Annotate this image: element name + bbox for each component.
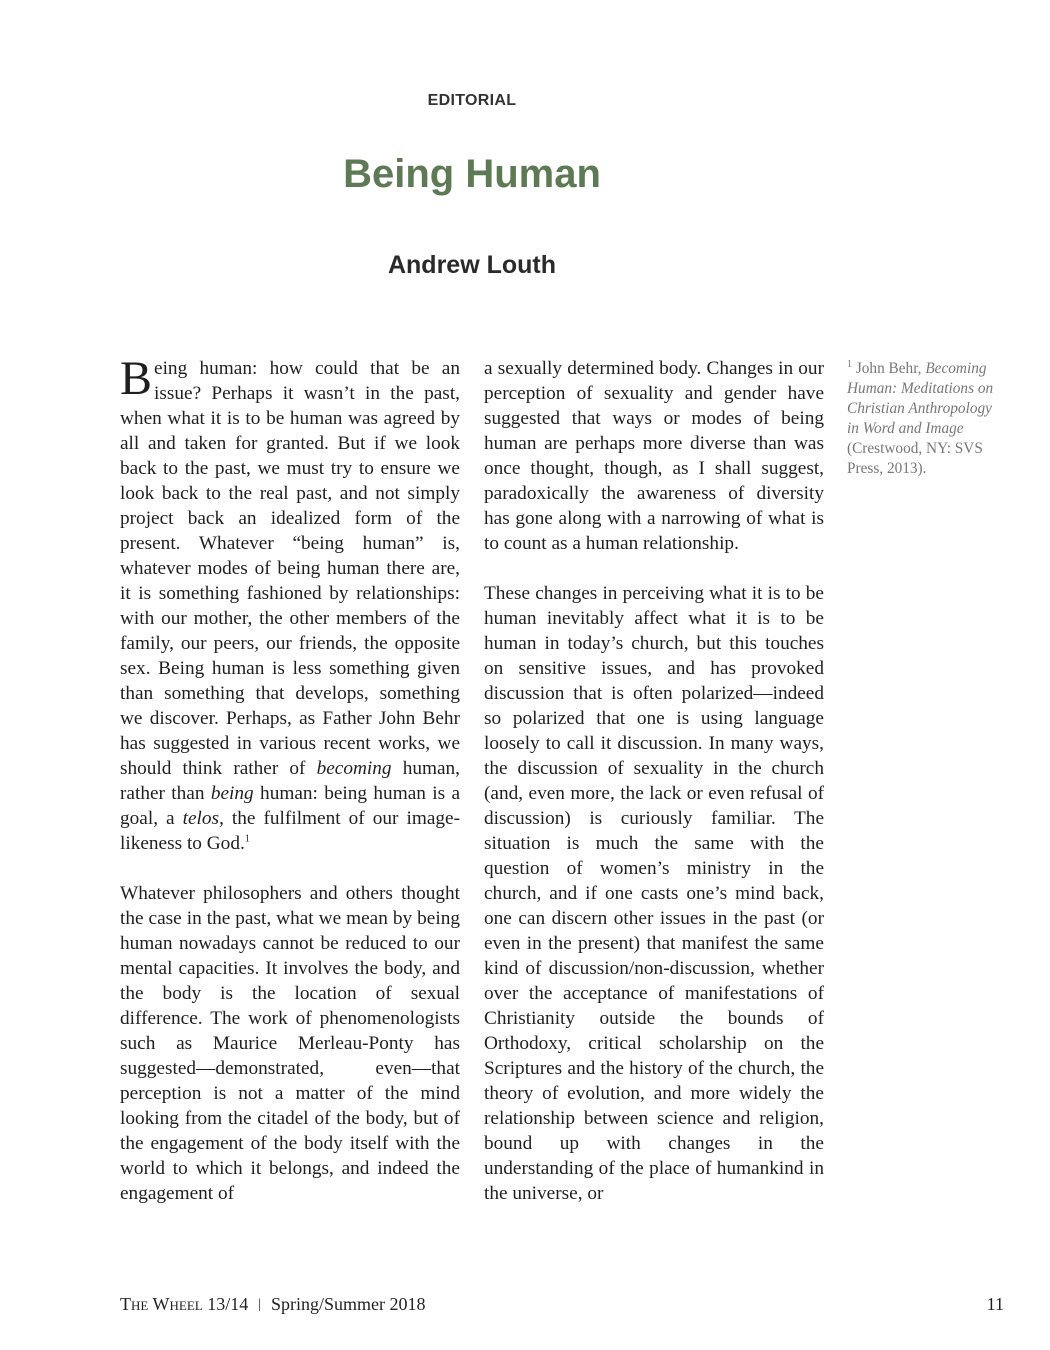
footnote-author: John Behr, [852, 360, 926, 377]
article-title: Being Human [343, 152, 601, 196]
journal-name: The Wheel 13/14 [120, 1294, 249, 1314]
footnote-reference[interactable]: 1 [244, 833, 250, 845]
paragraph-1-text-c: human: being human is a goal, a [120, 783, 461, 829]
footnote-book-title: Becoming Human: Meditations on Christian Anthropology in Word and Image [847, 360, 994, 437]
section-label: EDITORIAL [427, 92, 517, 109]
footnote-number: 1 [847, 358, 852, 370]
body-column-1 [120, 352, 461, 1231]
article-author: Andrew Louth [387, 251, 557, 279]
paragraph-1-emphasis-being: being [210, 783, 254, 804]
footer-separator: | [258, 1297, 262, 1312]
footnote-1 [847, 359, 1007, 479]
page-number: 11 [986, 1294, 1004, 1314]
paragraph-1 [120, 352, 461, 856]
drop-cap: B [120, 352, 153, 405]
paragraph-1-text-a: eing human: how could that be an issue? Perhaps it wasn’t in the past, when what it is to be human was agreed by all and taken for granted. But if we look back to the past, we must try to ensure we look back to the real past, and not simply project back an idealized form of the present. Whatever “being human” is, whatever modes of being human there are, it is something fashioned by relationships: with our mother, the other members of the family, our peers, our friends, the opposite sex. Being human is less something given than something that develops, something we discover. Perhaps, as Father John Behr has suggested in various recent works, we should think rather of [120, 358, 460, 779]
paragraph-4: These changes in perceiving what it is to be human inevitably affect what it is to be human in today’s church, but this touches on sensitive issues, and has provoked discussion that is often polarized—indeed so polarized that one is using language loosely to call it discussion. In many ways, the discussion of sexuality in the church (and, even more, the lack or even refusal of discussion) is curiously familiar. The situation is much the same with the question of women’s ministry in the church, and if one casts one’s mind back, one can discern other issues in the past (or even in the present) that manifest the same kind of discussion/non-discussion, whether over the acceptance of manifestations of Christianity outside the bounds of Orthodoxy, critical scholarship on the Scriptures and the history of the church, the theory of evolution, and more widely the relationship between science and religion, bound up with changes in the understanding of the place of humankind in the universe, or [484, 583, 824, 1204]
issue-date: Spring/Summer 2018 [271, 1294, 426, 1314]
paragraph-2: Whatever philosophers and others thought the case in the past, what we mean by being human nowadays cannot be reduced to our mental capacities. It involves the body, and the body is the location of sexual difference. The work of phenomenologists such as Maurice Merleau-Ponty has suggested—demonstrated, even—that perception is not a matter of the mind looking from the citadel of the body, but of the engagement of the body itself with the world to which it belongs, and indeed the engagement of [120, 883, 460, 1204]
paragraph-3: a sexually determined body. Changes in our perception of sexuality and gender have suggested that ways or modes of being human are perhaps more diverse than was once thought, though, as I shall suggest, paradoxically the awareness of diversity has gone along with a narrowing of what is to count as a human relationship. [484, 358, 824, 554]
paragraph-1-emphasis-becoming: becoming [316, 758, 392, 779]
footnote-publication: (Crestwood, NY: SVS Press, 2013). [847, 440, 983, 477]
running-footer [120, 1294, 426, 1315]
paragraph-1-emphasis-telos: telos [182, 808, 220, 829]
paragraph-1-text-b: human, rather than [120, 758, 461, 804]
paragraph-1-text-d: , the fulfilment of our image-likeness to God. [120, 808, 460, 854]
body-column-2 [484, 356, 824, 1231]
